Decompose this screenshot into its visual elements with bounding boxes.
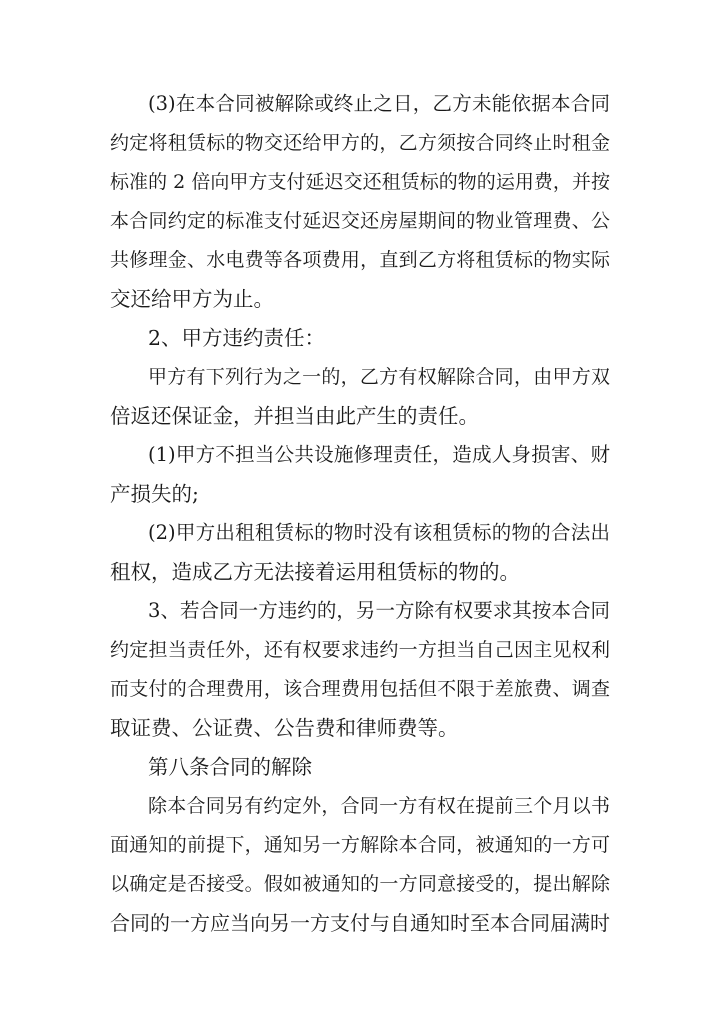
paragraph-line: 共修理金、水电费等各项费用，直到乙方将租赁标的物实际 xyxy=(110,249,610,271)
paragraph-line: 约定将租赁标的物交还给甲方的，乙方须按合同终止时租金 xyxy=(110,132,610,154)
paragraph-line: 3、若合同一方违约的，另一方除有权要求其按本合同 xyxy=(148,599,610,622)
paragraph-line: 约定担当责任外，还有权要求违约一方担当自己因主见权利 xyxy=(110,639,610,661)
paragraph-line: 合同的一方应当向另一方支付与自通知时至本合同届满时 xyxy=(110,911,610,935)
paragraph-line: 产损失的; xyxy=(110,482,199,506)
paragraph-line: (3)在本合同被解除或终止之日，乙方未能依据本合同 xyxy=(148,92,610,115)
paragraph-line: 除本合同另有约定外，合同一方有权在提前三个月以书 xyxy=(148,795,610,817)
paragraph-line: 交还给甲方为止。 xyxy=(110,287,274,311)
paragraph-line: 租权，造成乙方无法接着运用租赁标的物的。 xyxy=(110,560,520,584)
paragraph-line: 而支付的合理费用，该合理费用包括但不限于差旅费、调查 xyxy=(110,678,610,700)
paragraph-line: (1)甲方不担当公共设施修理责任，造成人身损害、财 xyxy=(148,443,610,466)
paragraph-line: 甲方有下列行为之一的，乙方有权解除合同，由甲方双 xyxy=(148,366,610,388)
paragraph-line: 取证费、公证费、公告费和律师费等。 xyxy=(110,716,459,740)
article-heading: 第八条合同的解除 xyxy=(148,755,312,779)
paragraph-line: 本合同约定的标准支付延迟交还房屋期间的物业管理费、公 xyxy=(110,210,610,232)
paragraph-line: 倍返还保证金，并担当由此产生的责任。 xyxy=(110,404,479,428)
paragraph-line: 面通知的前提下，通知另一方解除本合同，被通知的一方可 xyxy=(110,834,610,856)
paragraph-line: 以确定是否接受。假如被通知的一方同意接受的，提出解除 xyxy=(110,873,610,895)
paragraph-line: (2)甲方出租租赁标的物时没有该租赁标的物的合法出 xyxy=(148,521,610,544)
paragraph-line: 标准的 2 倍向甲方支付延迟交还租赁标的物的运用费，并按 xyxy=(110,171,610,193)
section-heading: 2、甲方违约责任： xyxy=(148,326,326,350)
